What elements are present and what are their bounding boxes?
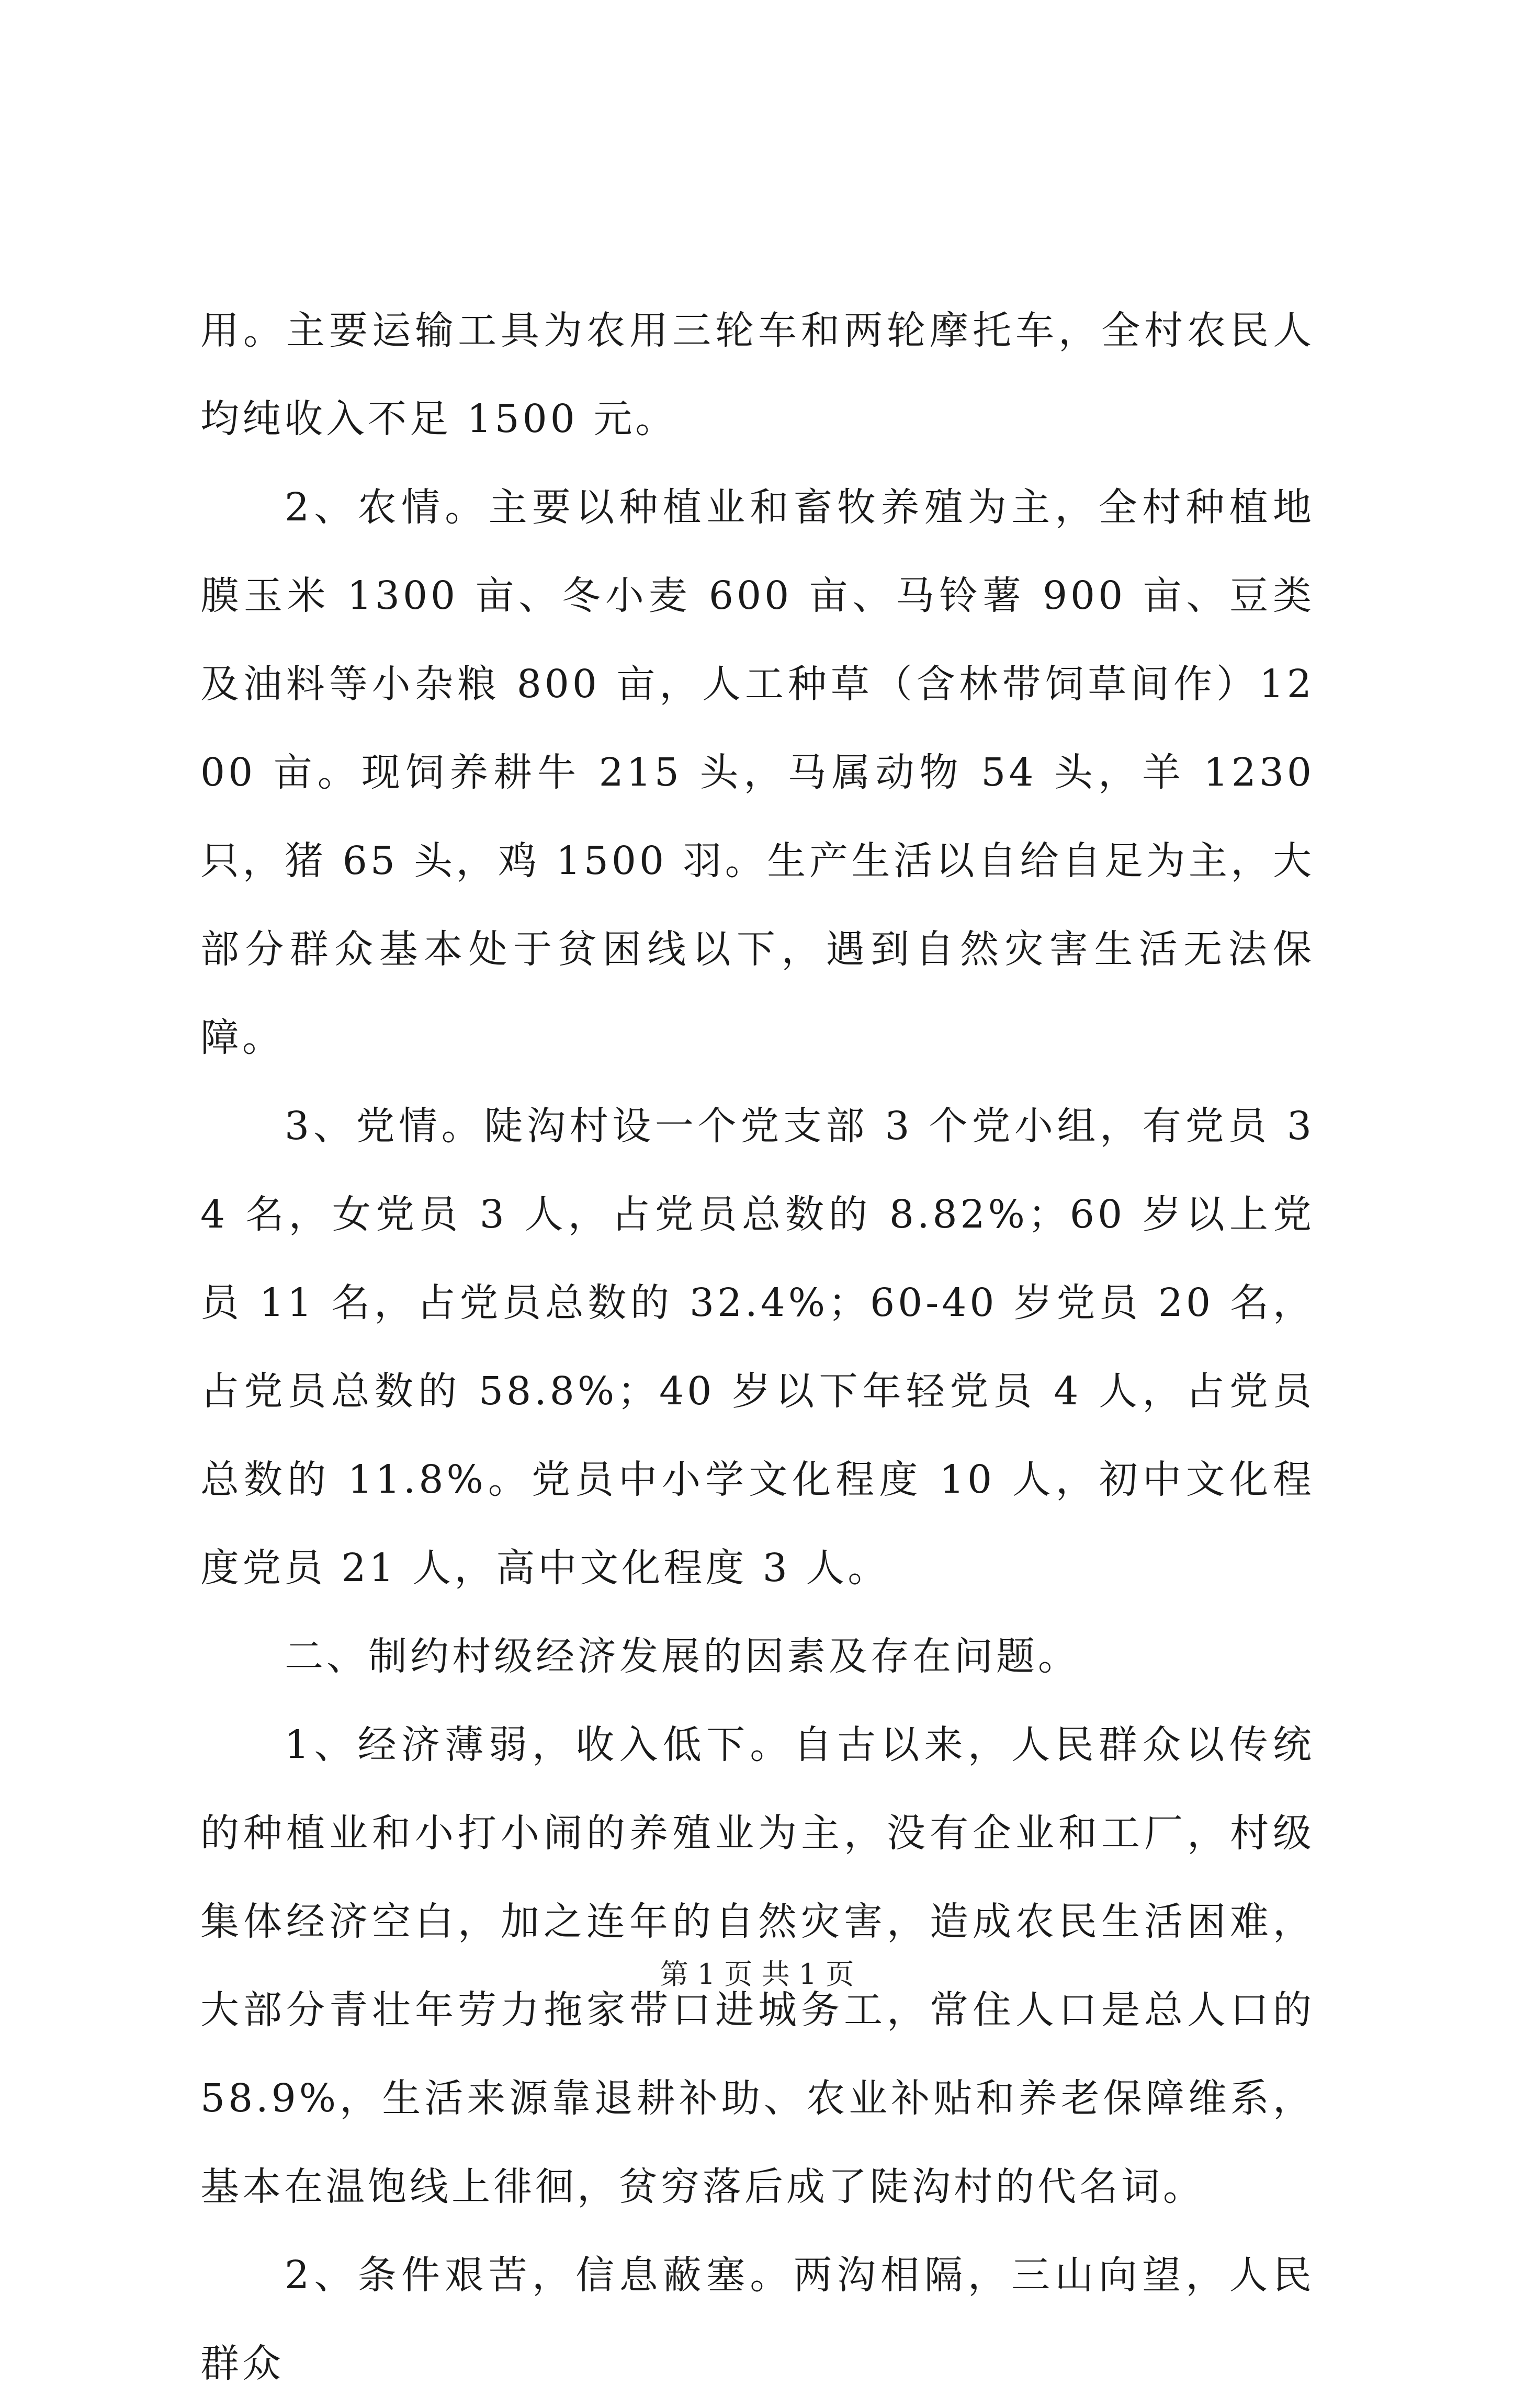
paragraph-party: 3、党情。陡沟村设一个党支部 3 个党小组，有党员 34 名，女党员 3 人，占党员总数的 8.82%；60 岁以上党员 11 名，占党员总数的 32.4%；60-40 岁党员 20 名，占党员总数的 58.8%；40 岁以下年轻党员 4 人，占党员总数的 11.8%。党员中小学文化程度 10 人，初中文化程度党员 21 人，高中文化程度 3 人。 bbox=[200, 1104, 1315, 1591]
document-body bbox=[200, 287, 1315, 2408]
page-number-footer: 第 1 页 共 1 页 bbox=[660, 1958, 854, 1991]
paragraph-conditions: 2、条件艰苦，信息蔽塞。两沟相隔，三山向望，人民群众 bbox=[200, 2253, 1315, 2386]
section-heading-constraints: 二、制约村级经济发展的因素及存在问题。 bbox=[285, 1634, 1080, 1679]
paragraph-income: 用。主要运输工具为农用三轮车和两轮摩托车，全村农民人均纯收入不足 1500 元。 bbox=[200, 308, 1315, 441]
paragraph-agriculture: 2、农情。主要以种植业和畜牧养殖为主，全村种植地膜玉米 1300 亩、冬小麦 600 亩、马铃薯 900 亩、豆类及油料等小杂粮 800 亩，人工种草（含林带饲草间作）1200 亩。现饲养耕牛 215 头，马属动物 54 头，羊 1230 只，猪 65 头，鸡 1500 羽。生产生活以自给自足为主，大部分群众基本处于贫困线以下，遇到自然灾害生活无法保障。 bbox=[200, 485, 1315, 1060]
paragraph-economy: 1、经济薄弱，收入低下。自古以来，人民群众以传统的种植业和小打小闹的养殖业为主，没有企业和工厂，村级集体经济空白，加之连年的自然灾害，造成农民生活困难，大部分青壮年劳力拖家带口进城务工，常住人口是总人口的 58.9%，生活来源靠退耕补助、农业补贴和养老保障维系，基本在温饱线上徘徊，贫穷落后成了陡沟村的代名词。 bbox=[200, 1722, 1315, 2209]
